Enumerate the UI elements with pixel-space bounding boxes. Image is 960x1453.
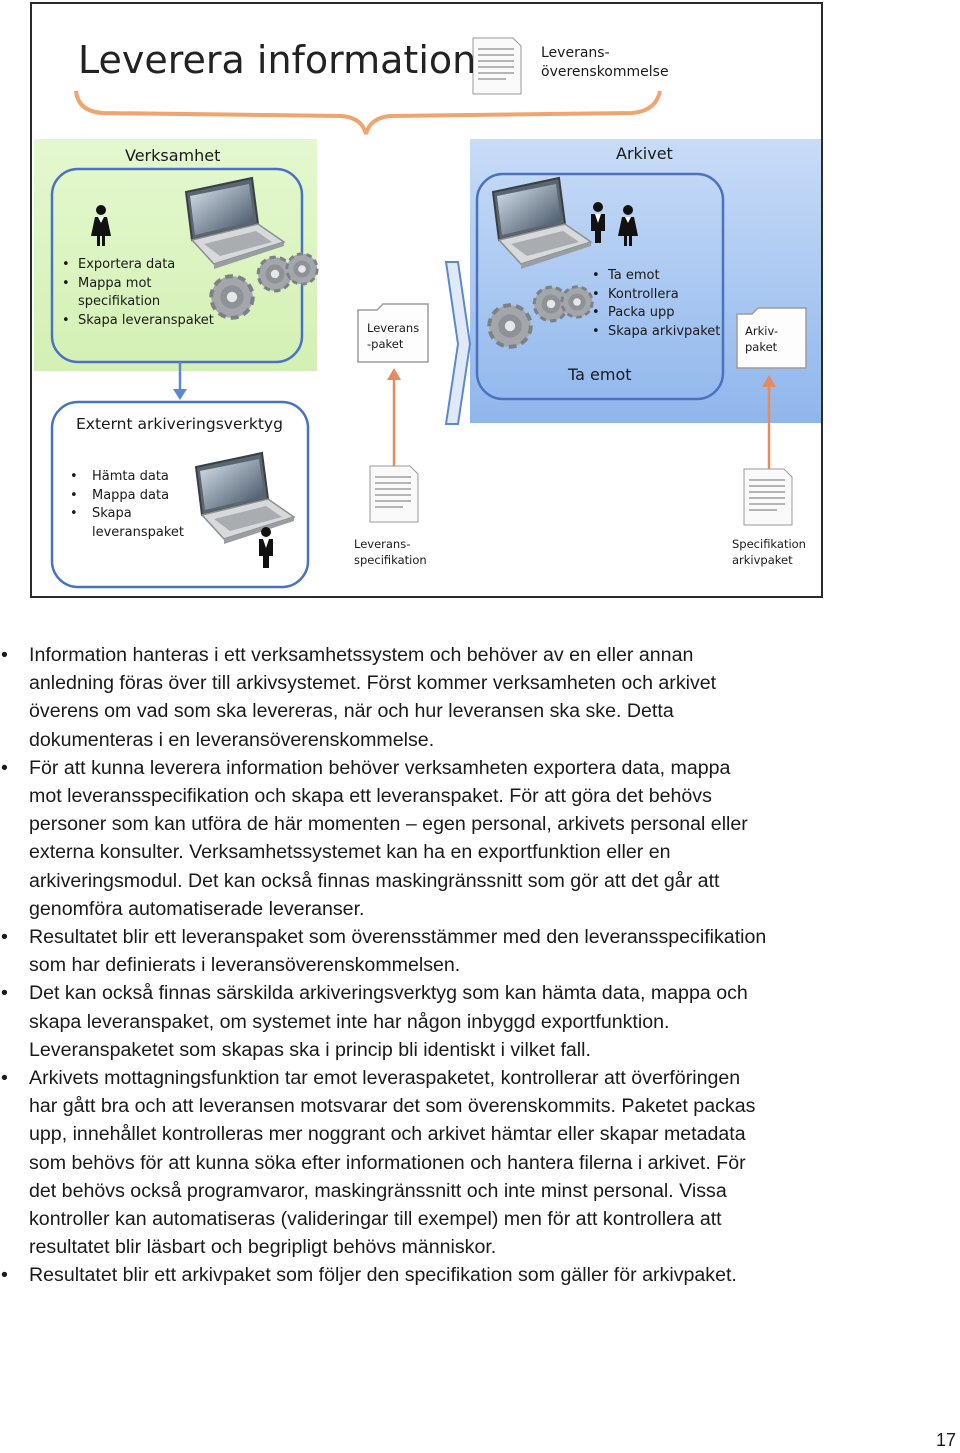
list-item: • Ta emot	[592, 267, 720, 286]
note-line: som har definierats i leveransöverenskommelsen.	[29, 954, 461, 977]
list-item: • Hämta data	[70, 468, 184, 487]
arkiv-paket-label: Arkiv- paket	[745, 324, 779, 354]
page-number: 17	[935, 1430, 956, 1450]
note-line: mot leveransspecifikation och skapa ett leveranspaket. För att göra det behövs	[29, 785, 712, 808]
list-item: • Skapa	[70, 505, 184, 524]
note-bullet-item	[0, 754, 841, 923]
note-line: Arkivets mottagningsfunktion tar emot leveraspaketet, kontrollerar att överföringen	[29, 1067, 741, 1090]
note-line: personer som kan utföra de här momenten – egen personal, arkivets personal eller	[29, 813, 748, 836]
list-item: • Packa upp	[592, 304, 720, 323]
list-item: • Mappa data	[70, 487, 184, 506]
note-bullet-item	[0, 923, 841, 979]
note-line: resultatet blir läsbart och begripligt behövs människor.	[29, 1236, 497, 1259]
slide-image	[30, 2, 823, 598]
verksamhet-title: Verksamhet	[125, 146, 221, 165]
note-line: Resultatet blir ett arkivpaket som följer den specifikation som gäller för arkivpaket.	[29, 1264, 737, 1287]
bullet-marker: •	[1, 1067, 8, 1090]
arkivet-footer-label: Ta emot	[568, 365, 632, 384]
note-bullet-item	[0, 641, 841, 754]
external-tool-task-list	[70, 468, 184, 542]
arkiv-spec-label: Specifikation arkivpaket	[732, 537, 806, 567]
note-line: Leveranspaketet som skapas ska i princip bli identiskt i vilket fall.	[29, 1038, 591, 1061]
bullet-marker: •	[1, 644, 8, 666]
agreement-label: Leverans- överenskommelse	[541, 45, 669, 80]
arrow-down	[173, 389, 187, 400]
laptop-icon	[196, 453, 294, 544]
note-line: skapa leveranspaket, om systemet inte har någon inbyggd exportfunktion.	[29, 1010, 670, 1033]
note-line: Det kan också finnas särskilda arkiveringsverktyg som kan hämta data, mappa och	[29, 982, 748, 1005]
bullet-marker: •	[1, 982, 8, 1005]
slide-title: Leverera information	[78, 38, 477, 82]
note-line: upp, innehållet kontrolleras mer noggrant och arkivet hämtar eller skapar metadata	[29, 1123, 746, 1146]
arrow-up-leverans	[387, 368, 401, 380]
note-line: dokumenteras i en leveransöverenskommelse.	[29, 728, 435, 751]
list-item: • Exportera data	[62, 256, 214, 275]
note-line: som behövs för att kunna söka efter informationen och hantera filerna i arkivet. För	[29, 1151, 746, 1174]
agreement-document-icon	[473, 38, 521, 94]
note-line: överens om vad som ska levereras, när och hur leveransen ska ske. Detta	[29, 700, 674, 723]
list-item: • Skapa leveranspaket	[62, 312, 214, 331]
verksamhet-task-list	[62, 256, 214, 330]
note-line: genomföra automatiserade leveranser.	[29, 897, 365, 920]
brace	[76, 91, 660, 134]
note-line: det behövs också programvaror, maskingränssnitt och inte minst personal. Vissa	[29, 1179, 727, 1202]
external-tool-title: Externt arkiveringsverktyg	[76, 415, 283, 433]
flow-chevron	[446, 262, 470, 424]
person-male-icon	[259, 527, 273, 568]
list-item: • Kontrollera	[592, 286, 720, 305]
note-line: För att kunna leverera information behöver verksamheten exportera data, mappa	[29, 756, 731, 779]
arkivet-task-list	[592, 267, 720, 341]
list-item-continued: specifikation	[78, 294, 161, 309]
bullet-marker: •	[1, 756, 8, 779]
bullet-marker: •	[1, 1264, 8, 1287]
leverans-paket-label: Leverans -paket	[367, 321, 420, 351]
note-bullet-item	[0, 979, 841, 1064]
note-line: arkiveringsmodul. Det kan också finnas maskingränssnitt som gör att det går att	[29, 869, 720, 892]
note-line: kontroller kan automatiseras (valideringar till exempel) men för att kontrollera att	[29, 1208, 722, 1231]
note-line: externa konsulter. Verksamhetssystemet kan ha en exportfunktion eller en	[29, 841, 671, 864]
note-line: anledning föras över till arkivsystemet. Först kommer verksamheten och arkivet	[29, 672, 717, 695]
list-item-continued: leveranspaket	[92, 524, 185, 540]
note-bullet-item	[0, 1261, 841, 1289]
leverans-spec-label: Leverans- specifikation	[354, 537, 427, 567]
note-line: Information hanteras i ett verksamhetssystem och behöver av en eller annan	[29, 644, 694, 666]
arkiv-spec-document-icon	[744, 469, 792, 525]
list-item: • Mappa mot	[62, 275, 214, 294]
arkivet-title: Arkivet	[616, 144, 673, 163]
bullet-marker: •	[1, 926, 8, 949]
leverans-spec-document-icon	[370, 466, 418, 522]
note-line: Resultatet blir ett leveranspaket som överensstämmer med den leveransspecifikation	[29, 926, 767, 949]
list-item: • Skapa arkivpaket	[592, 323, 720, 342]
notes-bullet-list	[0, 641, 960, 1290]
note-bullet-item	[0, 1064, 841, 1261]
note-line: har gått bra och att leveransen motsvarar det som överenskommits. Paketet packas	[29, 1095, 756, 1118]
verksamhet-panel	[34, 139, 317, 371]
